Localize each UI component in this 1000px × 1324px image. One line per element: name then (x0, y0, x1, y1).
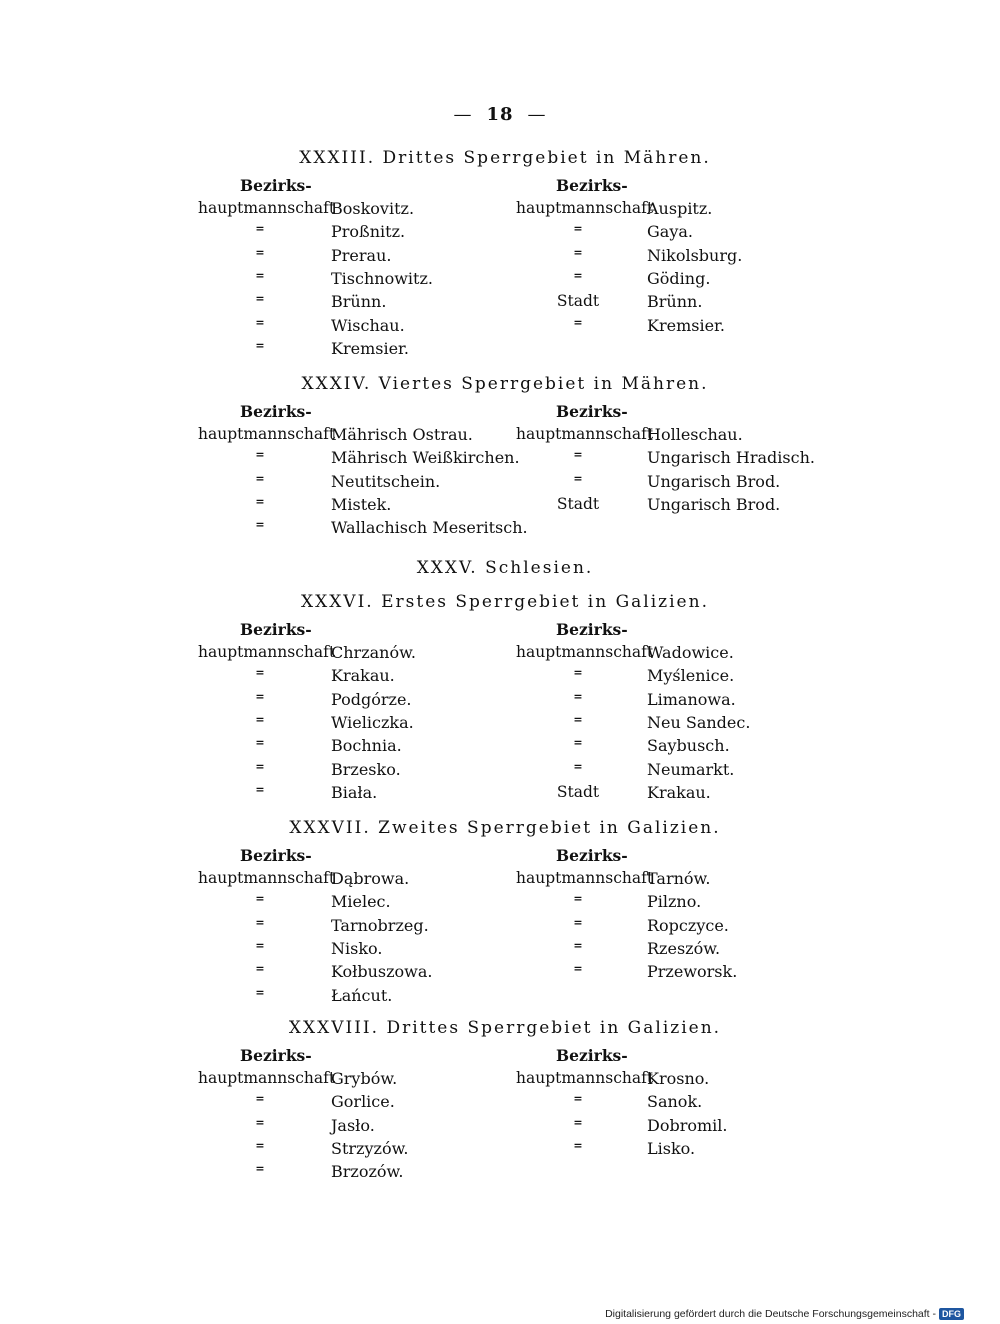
right-place-name: Dobromil. (647, 1115, 728, 1135)
right-place-name: Neu Sandec. (647, 712, 751, 732)
left-place-name: Strzyzów. (331, 1138, 409, 1158)
ditto-mark: = (573, 448, 583, 462)
right-place-name: Holleschau. (647, 425, 743, 444)
left-place-name: Jasło. (331, 1115, 375, 1135)
right-place-name: Ungarisch Brod. (647, 494, 781, 514)
left-place-name: Prerau. (331, 245, 392, 265)
right-district-label: hauptmannschaft (516, 1069, 654, 1087)
left-district-label-top: Bezirks- (240, 402, 312, 421)
right-place-name: Rzeszów. (647, 938, 721, 958)
left-district-label: hauptmannschaft (198, 869, 336, 887)
page-number-value: 18 (486, 104, 514, 125)
right-place-name: Kremsier. (647, 315, 726, 335)
right-district-label-top: Bezirks- (556, 1046, 628, 1065)
left-place-name: Wieliczka. (331, 712, 414, 732)
left-place-name: Boskovitz. (331, 199, 415, 218)
right-place-name: Wadowice. (647, 643, 734, 662)
left-place-name: Mährisch Weißkirchen. (331, 448, 520, 468)
ditto-mark: = (255, 712, 265, 726)
left-place-name: Kremsier. (331, 338, 410, 358)
section-title: XXXVII. Zweites Sperrgebiet in Galizien. (289, 818, 721, 838)
right-district-label: hauptmannschaft (516, 425, 654, 443)
left-place-name: Dąbrowa. (331, 869, 410, 888)
ditto-mark: = (255, 666, 265, 680)
left-district-label-top: Bezirks- (240, 1046, 312, 1065)
right-place-name: Brünn. (647, 292, 703, 312)
right-place-name: Przeworsk. (647, 962, 738, 982)
section-title: XXXV. Schlesien. (416, 558, 594, 578)
ditto-mark: = (573, 268, 583, 282)
ditto-mark: = (255, 736, 265, 750)
ditto-mark: = (573, 962, 583, 976)
right-place-name: Nikolsburg. (647, 245, 743, 265)
page-number-dash-right: — (527, 104, 547, 125)
left-place-name: Tischnowitz. (331, 268, 433, 288)
ditto-mark: = (255, 518, 265, 532)
right-place-name: Ungarisch Brod. (647, 471, 781, 491)
left-place-name: Gorlice. (331, 1092, 395, 1112)
ditto-mark: = (255, 1138, 265, 1152)
ditto-mark: = (255, 1092, 265, 1106)
right-district-label-top: Bezirks- (556, 846, 628, 865)
ditto-mark: = (573, 471, 583, 485)
right-place-name: Neumarkt. (647, 759, 735, 779)
left-place-name: Tarnobrzeg. (331, 915, 429, 935)
left-place-name: Podgórze. (331, 689, 412, 709)
right-place-name: Ungarisch Hradisch. (647, 448, 815, 468)
stadt-label: Stadt (556, 292, 600, 311)
ditto-mark: = (573, 689, 583, 703)
right-district-label-top: Bezirks- (556, 176, 628, 195)
right-place-name: Pilzno. (647, 892, 702, 912)
ditto-mark: = (573, 915, 583, 929)
ditto-mark: = (255, 962, 265, 976)
ditto-mark: = (255, 471, 265, 485)
ditto-mark: = (255, 985, 265, 999)
ditto-mark: = (573, 938, 583, 952)
ditto-mark: = (573, 245, 583, 259)
right-district-label-top: Bezirks- (556, 402, 628, 421)
left-place-name: Proßnitz. (331, 222, 406, 242)
ditto-mark: = (255, 315, 265, 329)
ditto-mark: = (573, 736, 583, 750)
left-place-name: Biała. (331, 782, 378, 802)
ditto-mark: = (255, 915, 265, 929)
section-title: XXXVIII. Drittes Sperrgebiet in Galizien. (288, 1018, 722, 1038)
ditto-mark: = (255, 1162, 265, 1176)
ditto-mark: = (255, 892, 265, 906)
page-number-dash-left: — (453, 104, 473, 125)
left-place-name: Brzesko. (331, 759, 401, 779)
right-place-name: Lisko. (647, 1138, 696, 1158)
right-place-name: Sanok. (647, 1092, 703, 1112)
stadt-label: Stadt (556, 494, 600, 513)
ditto-mark: = (255, 268, 265, 282)
left-district-label: hauptmannschaft (198, 199, 336, 217)
ditto-mark: = (573, 222, 583, 236)
left-place-name: Bochnia. (331, 736, 402, 756)
ditto-mark: = (573, 1115, 583, 1129)
right-district-label-top: Bezirks- (556, 620, 628, 639)
left-district-label: hauptmannschaft (198, 1069, 336, 1087)
right-place-name: Myślenice. (647, 666, 735, 686)
right-place-name: Auspitz. (647, 199, 713, 218)
ditto-mark: = (255, 245, 265, 259)
left-district-label: hauptmannschaft (198, 425, 336, 443)
ditto-mark: = (573, 759, 583, 773)
left-district-label: hauptmannschaft (198, 643, 336, 661)
left-place-name: Kołbuszowa. (331, 962, 433, 982)
ditto-mark: = (255, 759, 265, 773)
footer-text: Digitalisierung gefördert durch die Deutsche Forschungsgemeinschaft - (605, 1308, 936, 1320)
ditto-mark: = (255, 222, 265, 236)
left-place-name: Łańcut. (331, 985, 393, 1005)
left-place-name: Mielec. (331, 892, 391, 912)
right-place-name: Tarnów. (647, 869, 711, 888)
left-place-name: Brzozów. (331, 1162, 404, 1182)
section-title: XXXVI. Erstes Sperrgebiet in Galizien. (301, 592, 709, 612)
ditto-mark: = (255, 448, 265, 462)
right-place-name: Limanowa. (647, 689, 736, 709)
ditto-mark: = (573, 712, 583, 726)
section-title: XXXIV. Viertes Sperrgebiet in Mähren. (301, 374, 709, 394)
right-place-name: Krosno. (647, 1069, 710, 1088)
ditto-mark: = (573, 1092, 583, 1106)
right-district-label: hauptmannschaft (516, 869, 654, 887)
left-district-label-top: Bezirks- (240, 846, 312, 865)
left-place-name: Chrzanów. (331, 643, 416, 662)
section-title: XXXIII. Drittes Sperrgebiet in Mähren. (299, 148, 711, 168)
ditto-mark: = (573, 1138, 583, 1152)
right-place-name: Saybusch. (647, 736, 730, 756)
page-number (0, 104, 1000, 125)
left-place-name: Wischau. (331, 315, 405, 335)
ditto-mark: = (573, 315, 583, 329)
left-place-name: Grybów. (331, 1069, 398, 1088)
stadt-label: Stadt (556, 782, 600, 801)
right-place-name: Gaya. (647, 222, 693, 242)
ditto-mark: = (255, 1115, 265, 1129)
right-place-name: Ropczyce. (647, 915, 729, 935)
left-place-name: Nisko. (331, 938, 383, 958)
dfg-logo: DFG (939, 1308, 964, 1320)
right-district-label: hauptmannschaft (516, 643, 654, 661)
left-district-label-top: Bezirks- (240, 620, 312, 639)
ditto-mark: = (255, 689, 265, 703)
ditto-mark: = (255, 938, 265, 952)
ditto-mark: = (573, 666, 583, 680)
left-district-label-top: Bezirks- (240, 176, 312, 195)
ditto-mark: = (573, 892, 583, 906)
right-district-label: hauptmannschaft (516, 199, 654, 217)
left-place-name: Mährisch Ostrau. (331, 425, 473, 444)
ditto-mark: = (255, 338, 265, 352)
right-place-name: Göding. (647, 268, 711, 288)
left-place-name: Neutitschein. (331, 471, 441, 491)
left-place-name: Mistek. (331, 494, 392, 514)
left-place-name: Wallachisch Meseritsch. (331, 518, 528, 538)
left-place-name: Brünn. (331, 292, 387, 312)
ditto-mark: = (255, 292, 265, 306)
left-place-name: Krakau. (331, 666, 395, 686)
right-place-name: Krakau. (647, 782, 711, 802)
footer (605, 1308, 964, 1320)
ditto-mark: = (255, 782, 265, 796)
ditto-mark: = (255, 494, 265, 508)
